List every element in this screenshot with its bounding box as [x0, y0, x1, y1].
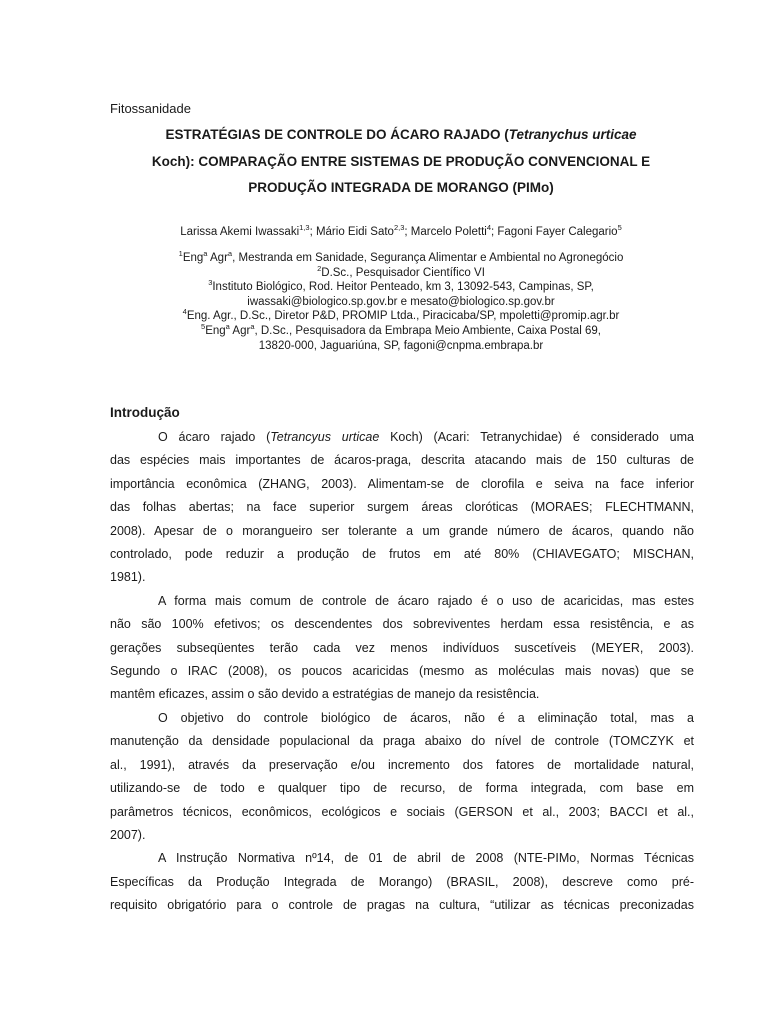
title-line-3: PRODUÇÃO INTEGRADA DE MORANGO (PIMo): [248, 180, 554, 195]
affiliation-2: $^2$D.Sc., Pesquisador Científico VI: [317, 263, 485, 279]
paragraph-3-line: O objetivo do controle biológico de ácaros, não é a eliminação total, mas a: [158, 710, 694, 725]
paragraph-1-line: controlado, pode reduzir a produção de frutos em até 80% (CHIAVEGATO; MISCHAN,: [110, 547, 694, 562]
paragraph-4-line: requisito obrigatório para o controle de pragas na cultura, “utilizar as técnicas preconizadas: [110, 898, 694, 913]
species-name: Tetranychus urticae: [508, 127, 637, 142]
paragraph-3-line: al., 1991), através da preservação e/ou incremento dos fatores de mortalidade natural,: [110, 757, 694, 772]
paragraph-3-line: parâmetros técnicos, econômicos, ecológicos e sociais (GERSON et al., 2003; BACCI et al.,: [110, 804, 694, 819]
title-line-2: Koch): COMPARAÇÃO ENTRE SISTEMAS DE PRODUÇÃO CONVENCIONAL E: [151, 153, 651, 169]
affiliation-3: $^3$Instituto Biológico, Rod. Heitor Penteado, km 3, 13092-543, Campinas, SP,: [208, 278, 594, 294]
body-text: [110, 426, 694, 918]
paragraph-1-line: 1981).: [110, 570, 146, 585]
paragraph-3-line: manutenção da densidade populacional da praga abaixo do nível de controle (TOMCZYK et: [110, 734, 694, 749]
section-heading: Introdução: [110, 405, 180, 420]
paragraph-1-line: das folhas abertas; na face superior surgem áreas cloróticas (MORAES; FLECHTMANN,: [110, 500, 694, 515]
author: Mário Eidi Sato$^{2,3}$;: [315, 223, 411, 238]
affiliation-4: $^4$Eng. Agr., D.Sc., Diretor P&D, PROMIP Ltda., Piracicaba/SP, mpoletti@promip.agr.br: [182, 307, 620, 323]
paragraph-2-line: Segundo o IRAC (2008), os poucos acaricidas (mesmo as moléculas mais novas) que se: [110, 664, 694, 679]
affiliation-3-emails: iwassaki@biologico.sp.gov.br e mesato@biologico.sp.gov.br: [247, 295, 555, 308]
title-line-1: ESTRATÉGIAS DE CONTROLE DO ÁCARO RAJADO (Tetranychus urticae: [165, 127, 637, 142]
section-tag: Fitossanidade: [110, 101, 191, 116]
affiliation-1: $^1$Eng$^a$ Agr$^a$, Mestranda em Sanidade, Segurança Alimentar e Ambiental no Agronegócio: [178, 249, 624, 264]
paragraph-3-line: 2007).: [110, 827, 146, 842]
author-list: [100, 223, 702, 238]
paper-title: [100, 122, 702, 202]
paragraph-2-line: A forma mais comum de controle de ácaro rajado é o uso de acaricidas, mas estes: [158, 593, 694, 608]
affiliations: [100, 251, 702, 353]
species-name: Tetrancyus urticae: [270, 430, 380, 444]
paragraph-2-line: mantêm eficazes, assim o são devido a estratégias de manejo da resistência.: [110, 687, 540, 702]
paragraph-1-line: das espécies mais importantes de ácaros-praga, descrita atacando mais de 150 culturas de: [110, 453, 694, 468]
paragraph-4-line: Específicas da Produção Integrada de Morango) (BRASIL, 2008), descreve como pré-: [110, 874, 694, 889]
paragraph-2-line: gerações subseqüentes terão cada vez menos indivíduos suscetíveis (MEYER, 2003).: [110, 640, 694, 655]
affiliation-5: $^5$Eng$^a$ Agr$^a$, D.Sc., Pesquisadora da Embrapa Meio Ambiente, Caixa Postal 69,: [201, 321, 601, 337]
paragraph-1-line: importância econômica (ZHANG, 2003). Alimentam-se de clorofila e seiva na face inferior: [110, 476, 694, 491]
author: Fagoni Fayer Calegario$^5$: [497, 223, 622, 238]
affiliation-5-address: 13820-000, Jaguariúna, SP, fagoni@cnpma.embrapa.br: [258, 339, 544, 352]
paragraph-2-line: não são 100% efetivos; os descendentes dos sobreviventes herdam essa resistência, e as: [110, 617, 694, 632]
paragraph-4-line: A Instrução Normativa nº14, de 01 de abril de 2008 (NTE-PIMo, Normas Técnicas: [158, 851, 694, 866]
author: Larissa Akemi Iwassaki$^{1,3}$;: [180, 223, 316, 238]
author: Marcelo Poletti$^4$;: [410, 223, 498, 238]
paragraph-3-line: utilizando-se de todo e qualquer tipo de recurso, de forma integrada, com base em: [110, 781, 694, 796]
paragraph-1-line: 2008). Apesar de o morangueiro ser tolerante a um grande número de ácaros, quando não: [110, 523, 694, 538]
paragraph-1-line: O ácaro rajado (Tetrancyus urticae Koch) (Acari: Tetranychidae) é considerado uma: [158, 430, 694, 444]
